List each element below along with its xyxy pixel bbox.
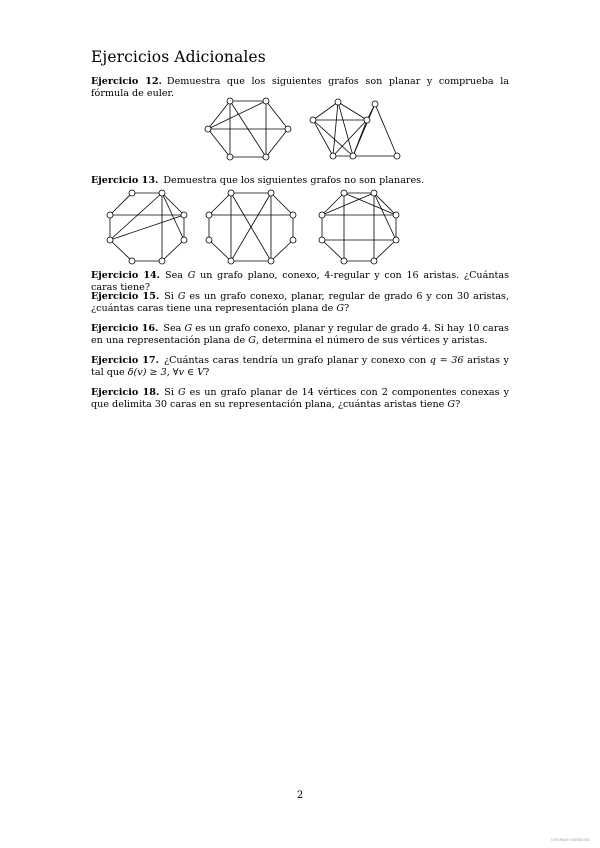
math-var: G: [336, 303, 345, 315]
math-var: G: [177, 291, 186, 302]
exercise-label: Ejercicio 18.: [91, 387, 160, 398]
nonplanar-graph-2: [203, 190, 299, 264]
exercise-text: Demuestra que los siguientes grafos son planar y comprueba la fórmula de euler.: [91, 76, 509, 100]
math-var: G: [177, 387, 186, 398]
exercise-14: Ejercicio 14. Sea G un grafo plano, conexo, 4-regular y con 16 aristas. ¿Cuántas caras tiene?: [91, 270, 509, 294]
exercise-18: Ejercicio 18. Si G es un grafo planar de 14 vértices con 2 componentes conexas y que delimita 30 caras en su representación plana, ¿cuántas aristas tiene G?: [91, 387, 509, 411]
exercise-label: Ejercicio 14.: [91, 270, 161, 281]
exercise-17: Ejercicio 17. ¿Cuántas caras tendría un grafo planar y conexo con q = 36 aristas y tal que δ(v) ≥ 3, ∀v ∈ V?: [91, 355, 509, 379]
page-number: 2: [296, 790, 304, 801]
math-var: G: [248, 335, 256, 347]
exercise-text: Demuestra que los siguientes grafos no son planares.: [163, 175, 425, 186]
exercise-label: Ejercicio 17.: [91, 355, 159, 366]
footer-stamp: OCR/MATH EXERCISES: [550, 838, 590, 842]
exercise-15: Ejercicio 15. Si G es un grafo conexo, planar, regular de grado 6 y con 30 aristas, ¿cuántas caras tiene una representación plana de G?: [91, 291, 509, 315]
math-expression: δ(v) ≥ 3, ∀v ∈ V: [127, 367, 205, 379]
planar-graph-1: [200, 96, 296, 164]
math-var: G: [184, 323, 193, 334]
nonplanar-graph-1: [104, 190, 190, 264]
exercise-label: Ejercicio 12.: [91, 76, 162, 87]
exercise-12: [91, 76, 509, 101]
exercise-label: Ejercicio 16.: [91, 323, 159, 334]
exercise-label: Ejercicio 13.: [91, 175, 159, 186]
exercise-13: [91, 175, 509, 187]
exercise-16: Ejercicio 16. Sea G es un grafo conexo, planar y regular de grado 4. Si hay 10 caras en una representación plana de G, determina el número de sus vértices y aristas.: [91, 323, 509, 347]
section-title: Ejercicios Adicionales: [91, 48, 266, 66]
math-expression: q = 36: [429, 355, 464, 366]
math-var: G: [447, 399, 456, 411]
planar-graph-2: [305, 96, 405, 164]
math-var: G: [187, 270, 196, 281]
exercise-label: Ejercicio 15.: [91, 291, 160, 302]
nonplanar-graph-3: [316, 190, 402, 264]
